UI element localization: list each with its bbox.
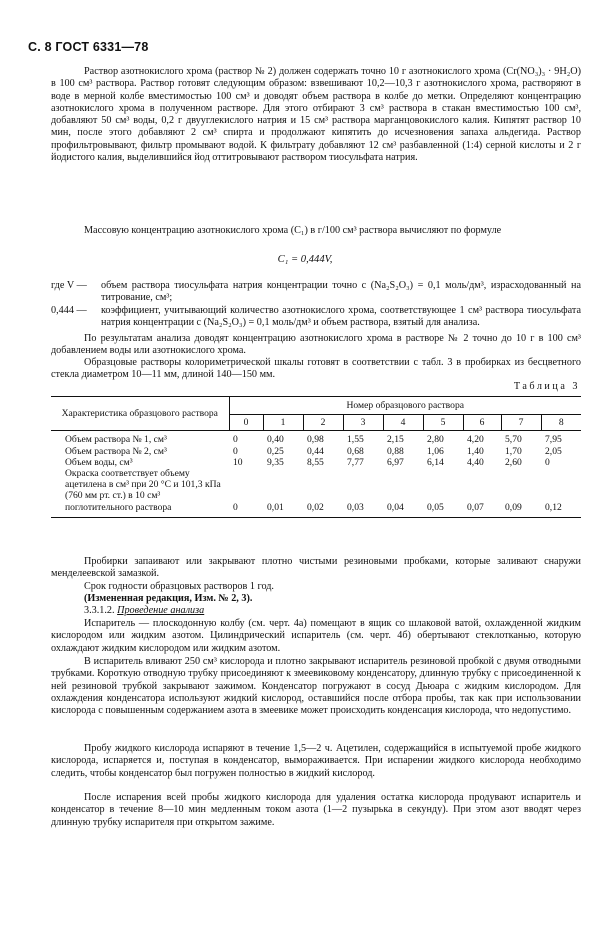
table-cell: 0 bbox=[233, 434, 238, 446]
table-number-header: 5 bbox=[423, 415, 463, 431]
table-row bbox=[51, 431, 581, 446]
table-cell: 1,40 bbox=[467, 445, 484, 457]
table-number-header: 6 bbox=[463, 415, 501, 431]
table-cell: 8,55 bbox=[307, 456, 324, 468]
page-header: С. 8 ГОСТ 6331—78 bbox=[28, 40, 149, 54]
table-number-header: 3 bbox=[343, 415, 383, 431]
table-cell: 1,70 bbox=[505, 445, 522, 457]
table-row bbox=[51, 468, 581, 517]
table-cell: 0,25 bbox=[267, 445, 284, 457]
table-cell: 0,12 bbox=[541, 468, 581, 517]
paragraph-shelf-life: Срок годности образцовых растворов 1 год. bbox=[84, 581, 274, 592]
section-heading bbox=[51, 605, 581, 617]
table-cell: 7,95 bbox=[545, 434, 562, 446]
definition-text: коэффициент, учитывающий количество азотнокислого хрома, соответствующее 1 см³ раствора тиосульфата натрия концентрации c (Na₂S₂O₃) = 0,1 моль/дм³ и объем раствора, взятый для анализа. bbox=[101, 304, 581, 328]
table-col-header-characteristic: Характеристика образцового раствора bbox=[51, 397, 229, 431]
table-cell: 0,44 bbox=[307, 445, 324, 457]
paragraph-tubes-sealed: Пробирки запаивают или закрывают плотно чистыми резиновыми пробками, которые заливают снаружи менделеевской замазкой. bbox=[51, 556, 581, 580]
table-cell: 0 bbox=[229, 468, 263, 517]
table-cell: 7,77 bbox=[347, 456, 364, 468]
table-cell: 6,14 bbox=[427, 456, 444, 468]
table-number-header: 2 bbox=[303, 415, 343, 431]
table-cell: 1,06 bbox=[427, 445, 444, 457]
definition-text: объем раствора тиосульфата натрия концентрации точно c (Na₂S₂O₃) = 0,1 моль/дм³, израсходованный на титрование, см³; bbox=[101, 280, 581, 304]
paragraph-oxygen-pouring: В испаритель вливают 250 см³ кислорода и плотно закрывают испаритель резиновой пробкой с двумя отводными трубками. Короткую отводную трубку присоединяют к змеевиковому конденсатору, длинную трубку с присоединенной к ней резиновой трубкой закрывают зажимом. Конденсатор погружают в сосуд Дьюара с жидким кислородом. Для охлаждения конденсатора используют жидкий кислород, оставшийся после отбора пробы, так как при использовании кислорода с повышенным содержанием азота в змеевике может происходить конденсация кислорода, что недопустимо. bbox=[51, 656, 581, 717]
paragraph-evaporator: Испаритель — плоскодонную колбу (см. черт. 4а) помещают в ящик со шлаковой ватой, охлажденной жидким кислородом или жидким азотом. Цилиндрический испаритель (см. черт. 4б) обертывают стеклотканью, которую охлаждают жидким кислородом или жидким азотом. bbox=[51, 618, 581, 654]
table-cell: 0,98 bbox=[307, 434, 324, 446]
table-cell: 0 bbox=[545, 456, 550, 468]
table-cell: 0,04 bbox=[383, 468, 423, 517]
table-cell: 5,70 bbox=[505, 434, 522, 446]
table-number-header: 1 bbox=[263, 415, 303, 431]
table-cell: 4,40 bbox=[467, 456, 484, 468]
table-cell: 0,01 bbox=[263, 468, 303, 517]
row-label: Объем раствора № 1, см³ bbox=[65, 434, 167, 446]
table-row bbox=[51, 446, 581, 457]
table-number-header: 0 bbox=[229, 415, 263, 431]
table-cell: 0,05 bbox=[423, 468, 463, 517]
table-row bbox=[51, 457, 581, 468]
table-number-header: 4 bbox=[383, 415, 423, 431]
table-cell: 0,88 bbox=[387, 445, 404, 457]
paragraph-nitrogen-purge: После испарения всей пробы жидкого кислорода для удаления остатка кислорода продувают испаритель и конденсатор в течение 8—10 мин медленным током азота (1—2 пузырька в секунду). При этом азот вводят через длинную трубку испарителя при открытом зажиме. bbox=[51, 792, 581, 828]
formula bbox=[0, 254, 610, 265]
table-cell: 2,60 bbox=[505, 456, 522, 468]
definition-label: где V — bbox=[51, 280, 87, 291]
table-cell: 10 bbox=[233, 456, 243, 468]
row-label: Объем раствора № 2, см³ bbox=[65, 445, 167, 457]
row-label: Объем воды, см³ bbox=[65, 456, 133, 468]
table-3 bbox=[51, 396, 581, 518]
paragraph-concentration-formula-intro: Массовую концентрацию азотнокислого хрома (C₁) в г/100 см³ раствора вычисляют по формуле bbox=[84, 225, 502, 236]
table-cell: 0,68 bbox=[347, 445, 364, 457]
section-title: Проведение анализа bbox=[117, 605, 205, 616]
definition-row bbox=[51, 280, 581, 305]
amendment-note bbox=[51, 593, 581, 605]
paragraph-evaporation: Пробу жидкого кислорода испаряют в течение 1,5—2 ч. Ацетилен, содержащийся в испытуемой пробе жидкого кислорода, испаряется и, поступая в конденсатор, вымораживается. При испарении жидкого кислорода необходимо следить, чтобы конденсатор был погружен полностью в жидкий кислород. bbox=[51, 743, 581, 779]
table-cell: 2,05 bbox=[545, 445, 562, 457]
definition-label: 0,444 — bbox=[51, 304, 87, 316]
amendment-text: (Измененная редакция, Изм. № 2, 3). bbox=[84, 593, 253, 604]
table-cell: 2,80 bbox=[427, 434, 444, 446]
paragraph-reagent-solution-2: Раствор азотнокислого хрома (раствор № 2) должен содержать точно 10 г азотнокислого хрома (Cr(NO₃)₃ · 9H₂O) в 100 см³ раствора. Раствор готовят следующим образом: взвешивают 10,2—10,3 г азотнокислого хрома, растворяют в воде в мерной колбе вместимостью 100 см³ и доводят объем раствора в колбе до метки. Определяют концентрацию азотнокислого хрома в полученном растворе. Для этого отбирают 3 см³ раствора в стакан вместимостью 100 см³, добавляют 50 см³ воды, 0,2 г двууглекислого натрия и 15 см³ раствора марганцовокислого калия. Кипятят раствор 10 мин, после этого добавляют 2 см³ спирта и продолжают кипятить до исчезновения запаха альдегида. Раствор профильтровывают, фильтр промывают водой. К фильтрату добавляют 12 см³ разбавленной (1:4) серной кислоты и 2 г йодистого калия, выделившийся йод оттитровывают раствором тиосульфата натрия. bbox=[51, 66, 581, 164]
table-cell: 0,03 bbox=[343, 468, 383, 517]
table-cell: 0 bbox=[233, 445, 238, 457]
formula-definitions bbox=[51, 280, 581, 329]
table-caption: Таблица 3 bbox=[513, 381, 580, 392]
table-cell: 2,15 bbox=[387, 434, 404, 446]
table-cell: 0,02 bbox=[303, 468, 343, 517]
row-label: Окраска соответствует объему ацетилена в см³ при 20 °С и 101,3 кПа (760 мм рт. ст.) в 10 см³ поглотительного раствора bbox=[51, 468, 229, 517]
table-number-header: 7 bbox=[501, 415, 541, 431]
table-cell: 1,55 bbox=[347, 434, 364, 446]
table-group-header: Номер образцового раствора bbox=[229, 397, 581, 415]
table-cell: 6,97 bbox=[387, 456, 404, 468]
table-cell: 9,35 bbox=[267, 456, 284, 468]
section-number: 3.3.1.2. bbox=[84, 605, 115, 616]
table-cell: 0,07 bbox=[463, 468, 501, 517]
table-cell: 4,20 bbox=[467, 434, 484, 446]
table-cell: 0,09 bbox=[501, 468, 541, 517]
table-number-header: 8 bbox=[541, 415, 581, 431]
formula-text: C₁ = 0,444V, bbox=[277, 254, 333, 265]
paragraph-standard-solutions: Образцовые растворы колориметрической шкалы готовят в соответствии с табл. 3 в пробирках из бесцветного стекла диаметром 10—11 мм, длиной 140—150 мм. bbox=[51, 357, 581, 381]
paragraph-adjust-concentration: По результатам анализа доводят концентрацию азотнокислого хрома в растворе № 2 точно до 10 г в 100 см³ добавлением воды или азотнокислого хрома. bbox=[51, 333, 581, 357]
definition-row bbox=[51, 305, 581, 330]
table-cell: 0,40 bbox=[267, 434, 284, 446]
